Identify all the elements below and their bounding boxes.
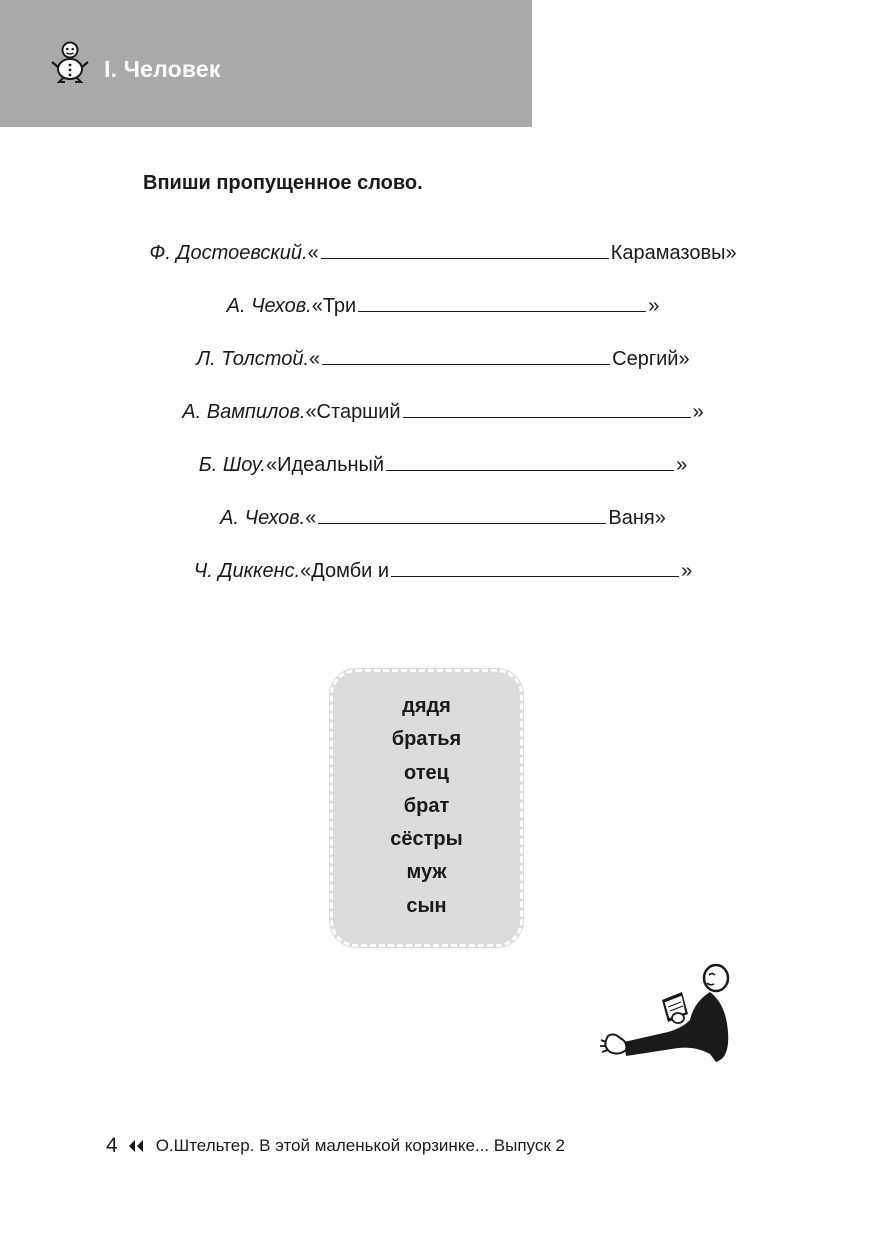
title-suffix: » xyxy=(681,560,693,582)
word-bank xyxy=(330,669,523,947)
author-name: А. Чехов. xyxy=(220,507,306,529)
title-suffix: Карамазовы» xyxy=(610,242,737,264)
snowman-mascot-icon xyxy=(50,40,90,84)
answer-blank[interactable] xyxy=(403,397,691,418)
title-prefix: «Домби и xyxy=(300,560,390,582)
title-prefix: «Старший xyxy=(305,401,401,423)
exercise-line-2 xyxy=(0,291,886,319)
title-suffix: Ваня» xyxy=(608,507,666,529)
title-suffix: » xyxy=(692,401,704,423)
word-bank-item: отец xyxy=(404,761,449,784)
title-prefix: «Идеальный xyxy=(265,454,385,476)
title-prefix: « xyxy=(309,348,321,370)
word-bank-item: сёстры xyxy=(390,828,463,851)
page-number: 4 xyxy=(106,1134,118,1157)
author-name: Л. Толстой. xyxy=(196,348,309,370)
author-name: Б. Шоу. xyxy=(198,454,266,476)
exercise-line-4 xyxy=(0,397,886,425)
word-bank-item: братья xyxy=(391,728,462,751)
answer-blank[interactable] xyxy=(358,291,646,312)
answer-blank[interactable] xyxy=(322,344,610,365)
title-prefix: « xyxy=(305,507,317,529)
exercise-line-5 xyxy=(0,450,886,478)
reading-person-illustration xyxy=(598,962,734,1066)
answer-blank[interactable] xyxy=(386,450,674,471)
chapter-header-band xyxy=(0,0,532,127)
exercise-line-7 xyxy=(0,556,886,584)
title-suffix: » xyxy=(648,295,660,317)
answer-blank[interactable] xyxy=(391,556,679,577)
word-bank-item: брат xyxy=(403,794,450,817)
answer-blank[interactable] xyxy=(318,503,606,524)
word-bank-item: сын xyxy=(406,894,447,917)
answer-blank[interactable] xyxy=(321,238,609,259)
exercise-instruction: Впиши пропущенное слово. xyxy=(143,172,423,194)
title-prefix: «Три xyxy=(311,295,357,317)
word-bank-list xyxy=(333,692,520,925)
exercise-line-6 xyxy=(0,503,886,531)
title-suffix: » xyxy=(676,454,688,476)
author-name: А. Чехов. xyxy=(226,295,312,317)
page-footer xyxy=(106,1134,565,1158)
author-name: А. Вампилов. xyxy=(182,401,306,423)
chapter-title: I. Человек xyxy=(104,56,221,82)
book-title: О.Штельтер. В этой маленькой корзинке... Выпуск 2 xyxy=(155,1136,565,1155)
title-prefix: « xyxy=(307,242,319,264)
author-name: Ч. Диккенс. xyxy=(193,560,301,582)
exercise-line-3 xyxy=(0,344,886,372)
author-name: Ф. Достоевский. xyxy=(149,242,308,264)
exercise-line-1 xyxy=(0,238,886,266)
title-suffix: Сергий» xyxy=(612,348,690,370)
word-bank-item: дядя xyxy=(402,695,451,717)
double-chevron-left-icon xyxy=(128,1139,144,1153)
word-bank-item: муж xyxy=(406,861,447,884)
